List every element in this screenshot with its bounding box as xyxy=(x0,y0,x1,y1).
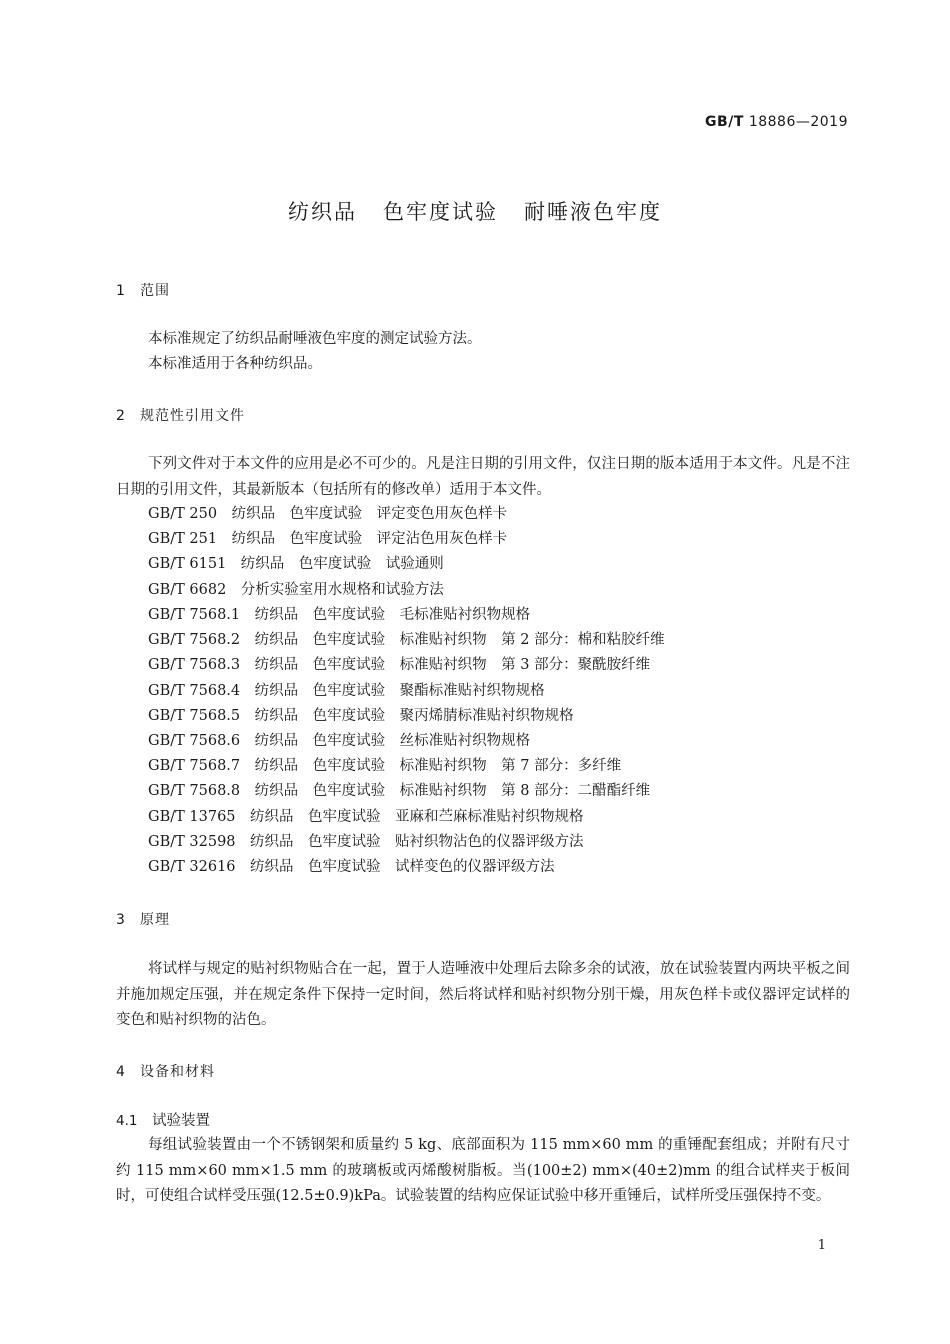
standard-code-prefix: GB/T xyxy=(705,114,744,130)
section-1-title: 范围 xyxy=(140,283,170,299)
reference-item: GB/T 32598 纺织品 色牢度试验 贴衬织物沾色的仪器评级方法 xyxy=(148,834,584,850)
subsection-4-1-number: 4.1 xyxy=(116,1113,138,1129)
section-3-title: 原理 xyxy=(140,912,170,928)
section-2-number: 2 xyxy=(116,408,126,424)
section-1-number: 1 xyxy=(116,283,126,299)
section-3-heading xyxy=(116,909,170,929)
reference-item: GB/T 7568.3 纺织品 色牢度试验 标准贴衬织物 第 3 部分：聚酰胺纤维 xyxy=(148,657,651,673)
reference-item: GB/T 251 纺织品 色牢度试验 评定沾色用灰色样卡 xyxy=(148,531,508,547)
section-2-title: 规范性引用文件 xyxy=(140,408,245,424)
reference-item: GB/T 250 纺织品 色牢度试验 评定变色用灰色样卡 xyxy=(148,506,508,522)
section-1-paragraph-1: 本标准规定了纺织品耐唾液色牢度的测定试验方法。 xyxy=(148,331,482,347)
reference-item: GB/T 6151 纺织品 色牢度试验 试验通则 xyxy=(148,556,444,572)
reference-item: GB/T 7568.4 纺织品 色牢度试验 聚酯标准贴衬织物规格 xyxy=(148,683,545,699)
title-part-1: 纺织品 xyxy=(288,200,357,224)
document-title xyxy=(0,196,950,226)
subsection-4-1-heading xyxy=(116,1109,210,1130)
section-4-title: 设备和材料 xyxy=(140,1064,215,1080)
reference-item: GB/T 7568.7 纺织品 色牢度试验 标准贴衬织物 第 7 部分：多纤维 xyxy=(148,758,622,774)
reference-item: GB/T 7568.5 纺织品 色牢度试验 聚丙烯腈标准贴衬织物规格 xyxy=(148,708,574,724)
section-1-heading xyxy=(116,280,170,300)
title-part-2: 色牢度试验 xyxy=(383,200,498,224)
reference-item: GB/T 32616 纺织品 色牢度试验 试样变色的仪器评级方法 xyxy=(148,859,555,875)
title-part-3: 耐唾液色牢度 xyxy=(524,200,662,224)
reference-item: GB/T 6682 分析实验室用水规格和试验方法 xyxy=(148,582,444,598)
standard-code-number: 18886—2019 xyxy=(748,114,848,130)
subsection-4-1-paragraph: 每组试验装置由一个不锈钢架和质量约 5 kg、底部面积为 115 mm×60 mm 的重锤配套组成；并附有尺寸约 115 mm×60 mm×1.5 mm 的玻璃板或丙烯酸树脂板。当(100±2) mm×(40±2)mm 的组合试样夹于板间时，可使组合试样受压强(12.5±0.9)kPa。试验装置的结构应保证试验中移开重锤后，试样所受压强保持不变。 xyxy=(116,1137,850,1204)
section-3-paragraph: 将试样与规定的贴衬织物贴合在一起，置于人造唾液中处理后去除多余的试液，放在试验装置内两块平板之间并施加规定压强，并在规定条件下保持一定时间，然后将试样和贴衬织物分别干燥，用灰色样卡或仪器评定试样的变色和贴衬织物的沾色。 xyxy=(116,961,850,1028)
section-1-paragraph-2: 本标准适用于各种纺织品。 xyxy=(148,356,322,372)
section-4-number: 4 xyxy=(116,1064,126,1080)
reference-item: GB/T 7568.8 纺织品 色牢度试验 标准贴衬织物 第 8 部分：二醋酯纤维 xyxy=(148,783,651,799)
standard-code xyxy=(705,114,848,130)
section-2-heading xyxy=(116,405,245,425)
reference-item: GB/T 7568.2 纺织品 色牢度试验 标准贴衬织物 第 2 部分：棉和粘胶纤维 xyxy=(148,632,665,648)
section-4-heading xyxy=(116,1061,215,1081)
page-number: 1 xyxy=(817,1238,826,1253)
reference-item: GB/T 7568.6 纺织品 色牢度试验 丝标准贴衬织物规格 xyxy=(148,733,531,749)
subsection-4-1-title: 试验装置 xyxy=(152,1113,210,1129)
section-3-number: 3 xyxy=(116,912,126,928)
section-2-intro: 下列文件对于本文件的应用是必不可少的。凡是注日期的引用文件，仅注日期的版本适用于本文件。凡是不注日期的引用文件，其最新版本（包括所有的修改单）适用于本文件。 xyxy=(116,456,850,498)
reference-item: GB/T 13765 纺织品 色牢度试验 亚麻和苎麻标准贴衬织物规格 xyxy=(148,809,584,825)
reference-item: GB/T 7568.1 纺织品 色牢度试验 毛标准贴衬织物规格 xyxy=(148,607,531,623)
